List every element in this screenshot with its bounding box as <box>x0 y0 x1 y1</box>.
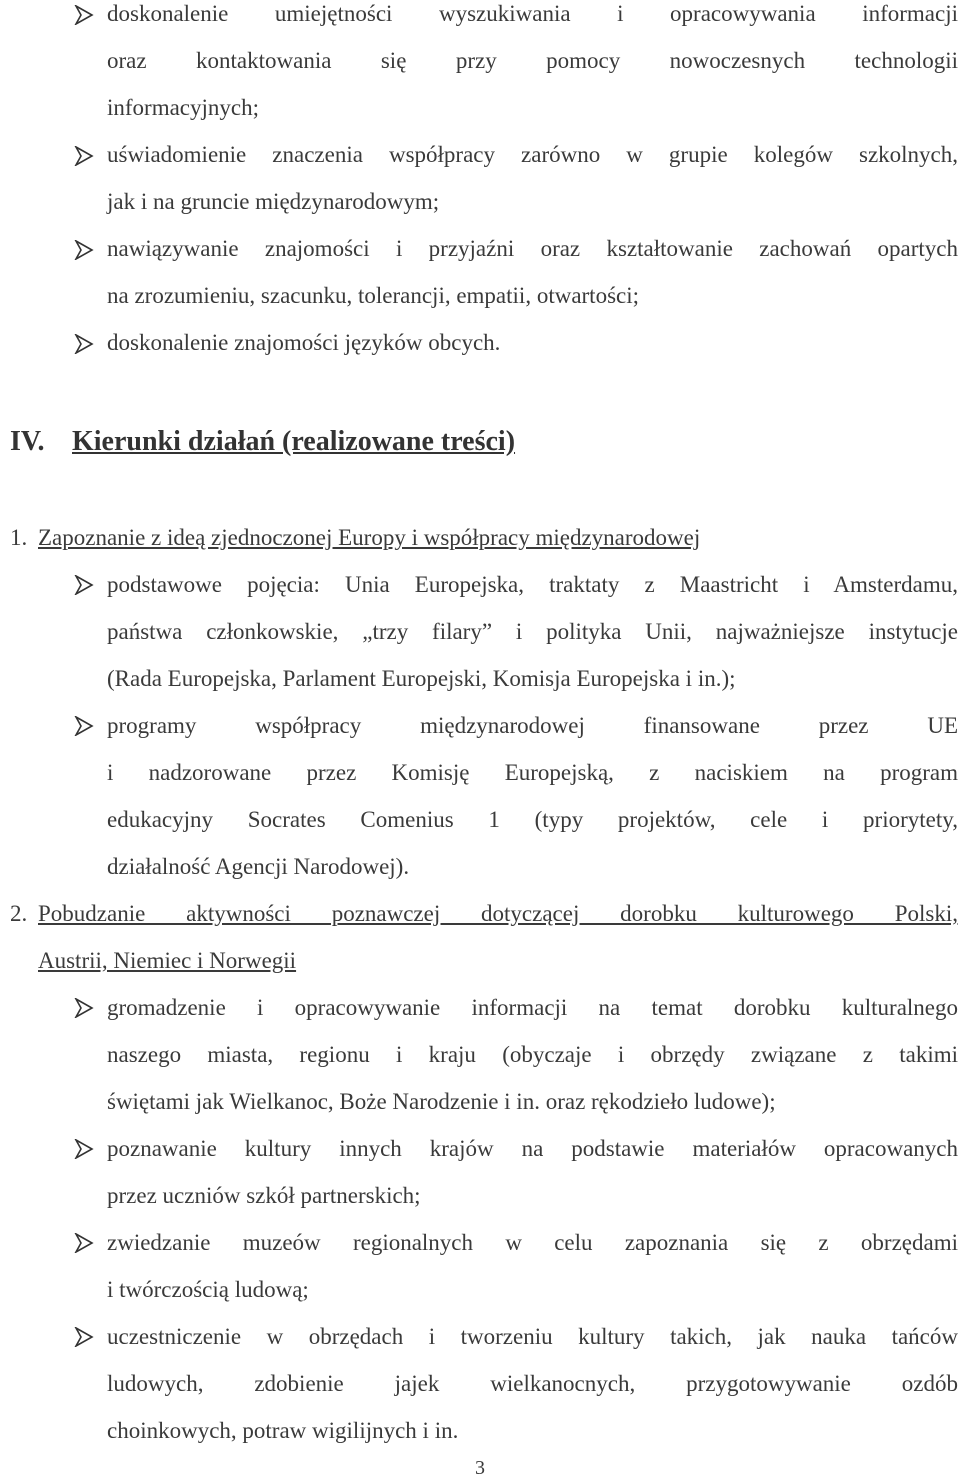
list-item-line: (Rada Europejska, Parlament Europejski, Komisja Europejska i in.); <box>107 666 736 691</box>
list-item-line: gromadzenie i opracowywanie informacji na temat dorobku kulturalnego <box>107 995 958 1020</box>
subsection-title-line2: Austrii, Niemiec i Norwegii <box>38 948 297 973</box>
subsection-title-line1: Pobudzanie aktywności poznawczej dotyczącej dorobku kulturowego Polski, <box>38 901 958 926</box>
subsection-number: 1. <box>10 525 28 550</box>
arrow-bullet-icon <box>74 1233 94 1253</box>
list-item-line: na zrozumieniu, szacunku, tolerancji, empatii, otwartości; <box>107 283 640 308</box>
list-item-line: podstawowe pojęcia: Unia Europejska, traktaty z Maastricht i Amsterdamu, <box>107 572 958 597</box>
arrow-bullet-icon <box>74 146 94 166</box>
list-item-line: jak i na gruncie międzynarodowym; <box>107 189 440 214</box>
list-item-line: zwiedzanie muzeów regionalnych w celu zapoznania się z obrzędami <box>107 1230 958 1255</box>
list-item-line: uczestniczenie w obrzędach i tworzeniu kultury takich, jak nauka tańców <box>107 1324 958 1349</box>
subsection-heading-2 <box>10 890 958 937</box>
arrow-bullet-icon <box>74 998 94 1018</box>
section-title: Kierunki działań (realizowane treści) <box>72 426 516 457</box>
list-item-line: programy współpracy międzynarodowej finansowane przez UE <box>107 713 958 738</box>
list-item-line: ludowych, zdobienie jajek wielkanocnych, przygotowywanie ozdób <box>107 1371 958 1396</box>
list-item-line: uświadomienie znaczenia współpracy zarówno w grupie kolegów szkolnych, <box>107 142 958 167</box>
arrow-bullet-icon <box>74 1139 94 1159</box>
list-item-line: świętami jak Wielkanoc, Boże Narodzenie i in. oraz rękodzieło ludowe); <box>107 1089 776 1114</box>
arrow-bullet-icon <box>74 716 94 736</box>
list-item-line: i twórczością ludową; <box>107 1277 309 1302</box>
list-item-line: państwa członkowskie, „trzy filary” i polityka Unii, najważniejsze instytucje <box>107 619 958 644</box>
subsection-heading-2-cont <box>38 937 958 984</box>
list-item-line: edukacyjny Socrates Comenius 1 (typy projektów, cele i priorytety, <box>107 807 958 832</box>
list-item-line: poznawanie kultury innych krajów na podstawie materiałów opracowanych <box>107 1136 958 1161</box>
arrow-bullet-icon <box>74 334 94 354</box>
arrow-bullet-icon <box>74 1327 94 1347</box>
subsection-number: 2. <box>10 901 28 926</box>
section-number: IV. <box>10 426 45 457</box>
list-item-line: przez uczniów szkół partnerskich; <box>107 1183 421 1208</box>
section-heading <box>10 418 515 465</box>
list-item-line: doskonalenie znajomości języków obcych. <box>107 330 501 355</box>
arrow-bullet-icon <box>74 575 94 595</box>
list-item-line: i nadzorowane przez Komisję Europejską, z naciskiem na program <box>107 760 958 785</box>
list-item-line: choinkowych, potraw wigilijnych i in. <box>107 1418 459 1443</box>
list-item-line: informacyjnych; <box>107 95 260 120</box>
subsection-title: Zapoznanie z ideą zjednoczonej Europy i współpracy międzynarodowej <box>38 525 701 550</box>
subsection-heading-1 <box>10 514 958 561</box>
page-number: 3 <box>475 1457 485 1479</box>
list-item-line: doskonalenie umiejętności wyszukiwania i opracowywania informacji <box>107 1 958 26</box>
list-item-line: działalność Agencji Narodowej). <box>107 854 410 879</box>
list-item-line: oraz kontaktowania się przy pomocy nowoczesnych technologii <box>107 48 958 73</box>
list-item-line: nawiązywanie znajomości i przyjaźni oraz kształtowanie zachowań opartych <box>107 236 958 261</box>
arrow-bullet-icon <box>74 240 94 260</box>
list-item-line: naszego miasta, regionu i kraju (obyczaje i obrzędy związane z takimi <box>107 1042 958 1067</box>
arrow-bullet-icon <box>74 5 94 25</box>
